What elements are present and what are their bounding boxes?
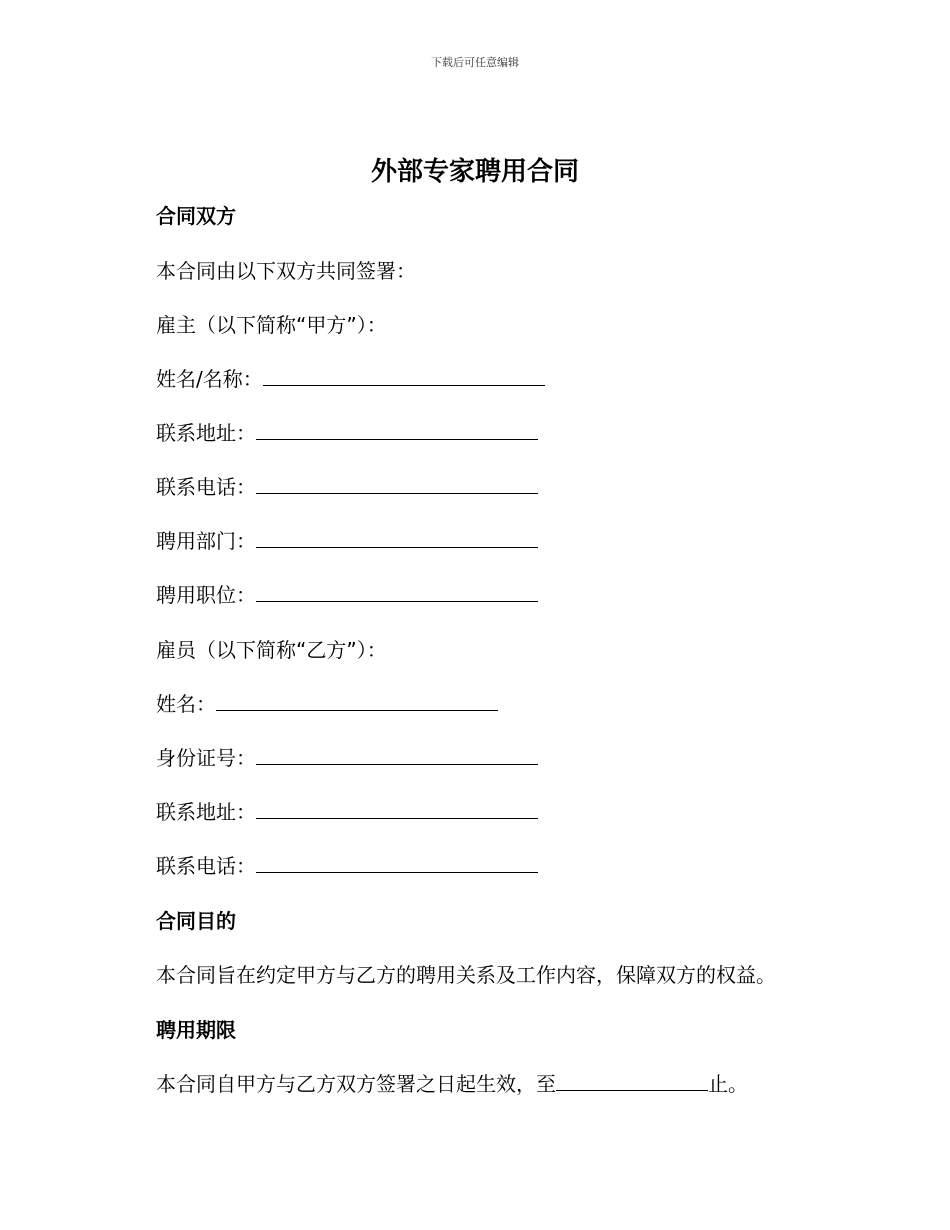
employer-position-row [156, 579, 538, 608]
term-text-before: 本合同自甲方与乙方双方签署之日起生效，至 [156, 1072, 556, 1096]
field-label: 聘用部门： [156, 529, 256, 553]
term-text-after: 止。 [708, 1072, 748, 1096]
document-title: 外部专家聘用合同 [370, 157, 579, 187]
header-note: 下载后可任意编辑 [431, 56, 519, 69]
fill-blank[interactable] [556, 1072, 708, 1091]
fill-blank[interactable] [216, 692, 498, 711]
field-label: 联系地址： [156, 800, 256, 824]
employee-name-row [156, 688, 498, 717]
section-heading-term: 聘用期限 [156, 1018, 236, 1042]
fill-blank[interactable] [256, 475, 538, 494]
field-label: 联系电话： [156, 854, 256, 878]
field-label: 联系电话： [156, 475, 256, 499]
fill-blank[interactable] [256, 583, 538, 602]
employee-phone-row [156, 850, 538, 879]
employee-address-row [156, 796, 538, 825]
fill-blank[interactable] [256, 746, 538, 765]
term-row [156, 1068, 748, 1097]
employer-label: 雇主（以下简称“甲方”）： [156, 313, 387, 337]
field-label: 姓名： [156, 692, 216, 716]
fill-blank[interactable] [256, 854, 538, 873]
fill-blank[interactable] [256, 529, 538, 548]
employer-address-row [156, 417, 538, 446]
section-heading-parties: 合同双方 [156, 204, 236, 228]
employer-department-row [156, 525, 538, 554]
section-heading-purpose: 合同目的 [156, 909, 236, 933]
employee-label: 雇员（以下简称“乙方”）： [156, 638, 387, 662]
employer-name-row [156, 363, 545, 392]
purpose-text: 本合同旨在约定甲方与乙方的聘用关系及工作内容，保障双方的权益。 [156, 963, 776, 987]
field-label: 身份证号： [156, 746, 256, 770]
field-label: 姓名/名称： [156, 367, 263, 391]
field-label: 聘用职位： [156, 583, 256, 607]
fill-blank[interactable] [256, 421, 538, 440]
parties-intro: 本合同由以下双方共同签署： [156, 259, 416, 283]
employee-id-row [156, 742, 538, 771]
field-label: 联系地址： [156, 421, 256, 445]
fill-blank[interactable] [256, 800, 538, 819]
fill-blank[interactable] [263, 367, 545, 386]
employer-phone-row [156, 471, 538, 500]
